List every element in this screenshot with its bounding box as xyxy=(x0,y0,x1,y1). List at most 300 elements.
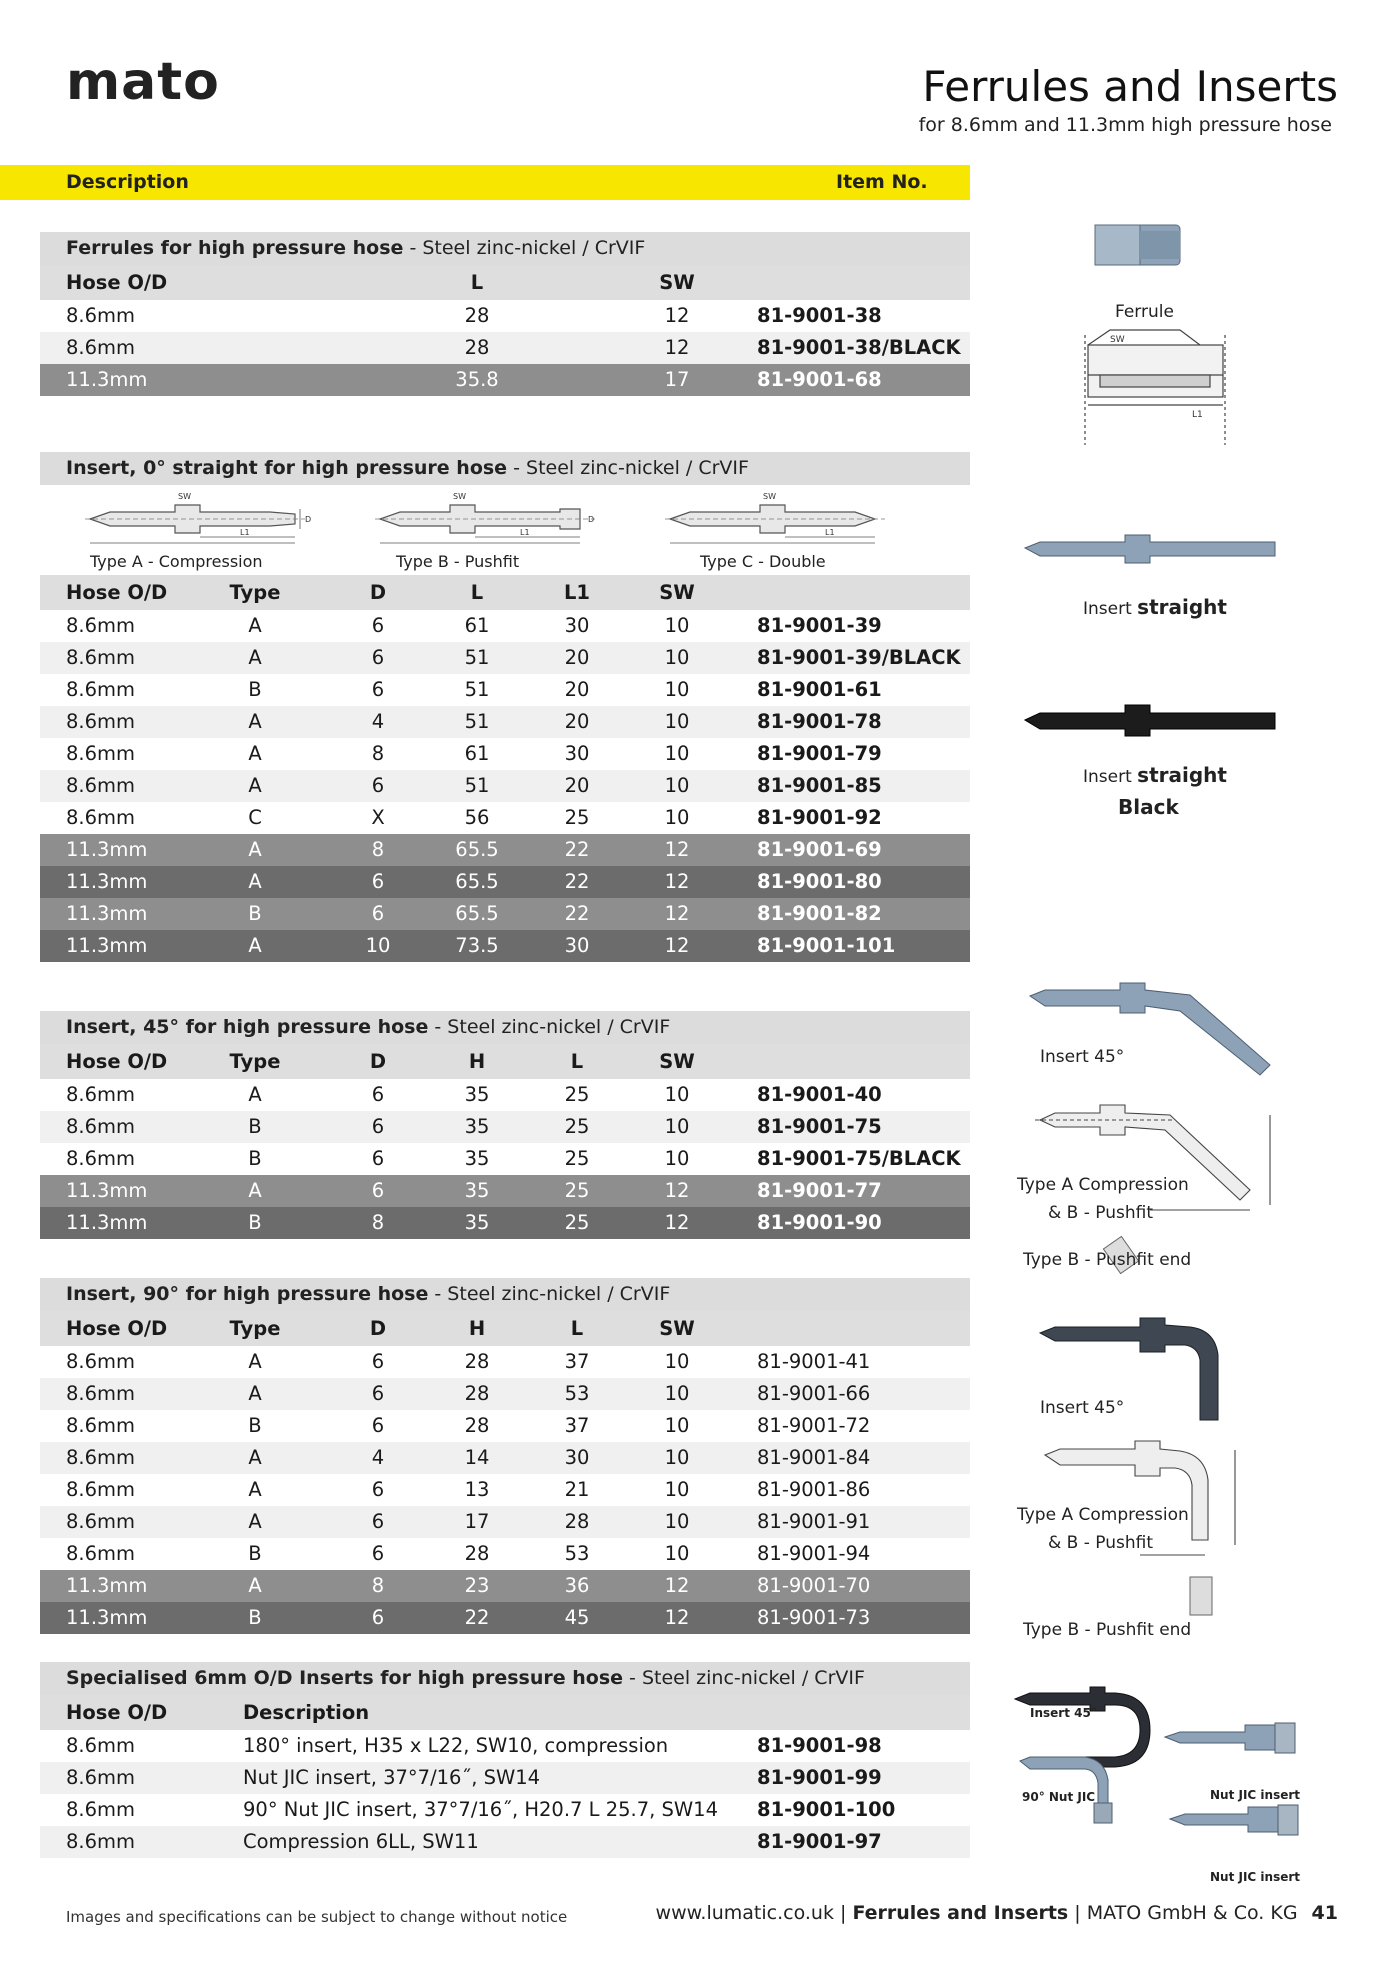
table-row xyxy=(40,1794,970,1826)
table-cell: A xyxy=(248,870,262,893)
table-cell: 6 xyxy=(371,1083,385,1106)
table-cell: 36 xyxy=(564,1574,590,1597)
type-c-drawing xyxy=(660,485,920,555)
table-cell: 51 xyxy=(464,710,490,733)
table-row xyxy=(40,1506,970,1538)
table-cell: 81-9001-97 xyxy=(757,1830,882,1853)
table-cell: 51 xyxy=(464,646,490,669)
table-cell: 4 xyxy=(371,1446,385,1469)
table-cell: 4 xyxy=(371,710,385,733)
table-cell: 65.5 xyxy=(455,870,499,893)
table-cell: 11.3mm xyxy=(66,1179,148,1202)
table-cell: 22 xyxy=(464,1606,490,1629)
table-cell: B xyxy=(248,1542,262,1565)
table-cell: 8 xyxy=(371,1211,385,1234)
specialised-section xyxy=(40,1662,970,1858)
table-cell: 81-9001-66 xyxy=(757,1382,871,1405)
table-cell: SW xyxy=(659,581,695,604)
table-row xyxy=(40,1442,970,1474)
svg-text:SW: SW xyxy=(178,492,191,501)
table-cell: 73.5 xyxy=(455,934,499,957)
table-cell: 10 xyxy=(664,1382,690,1405)
table-row xyxy=(40,674,970,706)
table-cell: A xyxy=(248,1478,262,1501)
table-cell: D xyxy=(369,581,387,604)
table-cell: 28 xyxy=(464,1350,490,1373)
table-cell: 81-9001-39 xyxy=(757,614,882,637)
footer-info: www.lumatic.co.uk | Ferrules and Inserts | MATO GmbH & Co. KG 41 xyxy=(655,1902,1338,1924)
table-cell: 10 xyxy=(664,1446,690,1469)
table-cell: 6 xyxy=(371,1115,385,1138)
table-cell: D xyxy=(369,1050,387,1073)
table-cell: 11.3mm xyxy=(66,934,148,957)
table-cell: 81-9001-68 xyxy=(757,368,882,391)
table-cell: Hose O/D xyxy=(66,581,168,604)
footer-company: MATO GmbH & Co. KG xyxy=(1086,1902,1298,1924)
table-cell: B xyxy=(248,1147,262,1170)
table-cell: 22 xyxy=(564,838,590,861)
mato-logo: mato xyxy=(66,52,220,112)
svg-text:SW: SW xyxy=(1110,335,1125,345)
table-cell: A xyxy=(248,710,262,733)
table-cell: 8.6mm xyxy=(66,1510,136,1533)
table-row xyxy=(40,1538,970,1570)
table-cell: 81-9001-98 xyxy=(757,1734,882,1757)
table-cell: 81-9001-101 xyxy=(757,934,896,957)
table-cell: C xyxy=(248,806,262,829)
table-cell: 81-9001-78 xyxy=(757,710,882,733)
table-cell: 56 xyxy=(464,806,490,829)
type-c-diagram xyxy=(660,485,960,575)
table-cell: 6 xyxy=(371,1179,385,1202)
table-cell: 12 xyxy=(664,1179,690,1202)
table-cell: 8.6mm xyxy=(66,1478,136,1501)
type-b-drawing xyxy=(370,485,630,555)
table-cell: 8.6mm xyxy=(66,742,136,765)
svg-text:L1: L1 xyxy=(520,528,530,537)
table-cell: Type xyxy=(229,581,281,604)
nut-jic-insert-caption-1: Nut JIC insert xyxy=(1210,1788,1301,1802)
column-header-row xyxy=(40,265,970,300)
table-cell: 53 xyxy=(564,1382,590,1405)
table-cell: 8.6mm xyxy=(66,1798,136,1821)
insert-straight-photo xyxy=(1025,535,1275,563)
insert-90-section xyxy=(40,1278,970,1634)
table-cell: A xyxy=(248,1350,262,1373)
table-cell: 65.5 xyxy=(455,838,499,861)
svg-text:L1: L1 xyxy=(825,528,835,537)
table-cell: 35 xyxy=(464,1083,490,1106)
table-row xyxy=(40,1570,970,1602)
table-cell: Hose O/D xyxy=(66,271,168,294)
type-diagrams xyxy=(40,485,970,575)
table-cell: 10 xyxy=(365,934,391,957)
insert-straight-caption: Insert straight xyxy=(1083,595,1227,619)
table-cell: 81-9001-75/BLACK xyxy=(757,1147,961,1170)
table-cell: 8.6mm xyxy=(66,614,136,637)
insert-45-table xyxy=(40,1044,970,1239)
table-cell: B xyxy=(248,902,262,925)
table-row xyxy=(40,1602,970,1634)
table-cell: 61 xyxy=(464,742,490,765)
table-cell: 37 xyxy=(564,1350,590,1373)
table-cell: A xyxy=(248,934,262,957)
page-number: 41 xyxy=(1311,1902,1338,1924)
table-row xyxy=(40,642,970,674)
table-cell: 90° Nut JIC insert, 37°7/16˝, H20.7 L 25.7, SW14 xyxy=(243,1798,718,1821)
pushfit-end-b xyxy=(1190,1577,1212,1615)
table-cell: 8.6mm xyxy=(66,806,136,829)
table-cell: 81-9001-90 xyxy=(757,1211,882,1234)
table-cell: 35 xyxy=(464,1211,490,1234)
table-cell: 21 xyxy=(564,1478,590,1501)
type-b-diagram xyxy=(370,485,670,575)
table-cell: SW xyxy=(659,1317,695,1340)
item-no-header: Item No. xyxy=(836,171,928,193)
insert-45-caption-b: Insert 45° xyxy=(1040,1398,1125,1418)
table-cell: 81-9001-85 xyxy=(757,774,882,797)
table-cell: 45 xyxy=(564,1606,590,1629)
footer-section: Ferrules and Inserts xyxy=(852,1902,1069,1924)
type-a-drawing xyxy=(80,485,340,555)
table-cell: 6 xyxy=(371,1606,385,1629)
table-cell: Hose O/D xyxy=(66,1317,168,1340)
table-cell: 12 xyxy=(664,1211,690,1234)
table-cell: 28 xyxy=(464,1542,490,1565)
column-header-row xyxy=(40,575,970,610)
table-row xyxy=(40,1826,970,1858)
insert-45-caption-a: Insert 45° xyxy=(1040,1047,1125,1067)
table-cell: 10 xyxy=(664,1115,690,1138)
table-cell: A xyxy=(248,1083,262,1106)
table-cell: 35 xyxy=(464,1115,490,1138)
small-insert-45-caption: Insert 45° xyxy=(1030,1706,1097,1720)
pushfit-end-caption-b: Type B - Pushfit end xyxy=(1023,1620,1192,1640)
table-cell: 81-9001-94 xyxy=(757,1542,871,1565)
table-cell: 17 xyxy=(664,368,690,391)
table-cell: A xyxy=(248,742,262,765)
table-cell: 81-9001-75 xyxy=(757,1115,882,1138)
table-cell: 28 xyxy=(564,1510,590,1533)
straight-table xyxy=(40,575,970,962)
type-b-pushfit-caption-a: & B - Pushfit xyxy=(1048,1203,1153,1223)
table-cell: 51 xyxy=(464,678,490,701)
page-title: Ferrules and Inserts xyxy=(922,62,1338,111)
table-cell: Description xyxy=(243,1701,370,1724)
table-cell: 25 xyxy=(564,1179,590,1202)
table-cell: 8.6mm xyxy=(66,1446,136,1469)
table-cell: 12 xyxy=(664,934,690,957)
table-cell: 51 xyxy=(464,774,490,797)
table-cell: 81-9001-61 xyxy=(757,678,882,701)
table-cell: 6 xyxy=(371,870,385,893)
table-cell: 81-9001-82 xyxy=(757,902,882,925)
table-cell: 11.3mm xyxy=(66,1574,148,1597)
table-cell: SW xyxy=(659,1050,695,1073)
table-cell: 6 xyxy=(371,1510,385,1533)
table-cell: 180° insert, H35 x L22, SW10, compression xyxy=(243,1734,669,1757)
insert-straight-black-photo xyxy=(1025,705,1275,736)
table-cell: 8.6mm xyxy=(66,1414,136,1437)
table-cell: 8.6mm xyxy=(66,304,136,327)
table-cell: 81-9001-70 xyxy=(757,1574,871,1597)
type-b-label: Type B - Pushfit xyxy=(396,552,520,571)
table-row xyxy=(40,770,970,802)
table-cell: H xyxy=(468,1050,486,1073)
table-cell: 11.3mm xyxy=(66,368,148,391)
table-cell: A xyxy=(248,838,262,861)
svg-text:L1: L1 xyxy=(240,528,250,537)
table-cell: 10 xyxy=(664,1083,690,1106)
table-cell: 22 xyxy=(564,902,590,925)
description-header: Description xyxy=(66,171,189,193)
table-cell: 25 xyxy=(564,1115,590,1138)
pushfit-end-caption-a: Type B - Pushfit end xyxy=(1023,1250,1192,1270)
table-cell: 8.6mm xyxy=(66,774,136,797)
table-cell: 23 xyxy=(464,1574,490,1597)
table-cell: 30 xyxy=(564,614,590,637)
table-cell: 10 xyxy=(664,1147,690,1170)
nut-jic-insert-photo-2 xyxy=(1170,1805,1298,1835)
table-cell: 61 xyxy=(464,614,490,637)
table-cell: 10 xyxy=(664,1414,690,1437)
table-cell: 6 xyxy=(371,646,385,669)
insert-180-photo xyxy=(1015,1687,1150,1767)
type-c-label: Type C - Double xyxy=(700,552,826,571)
table-cell: 12 xyxy=(664,838,690,861)
table-cell: 10 xyxy=(664,678,690,701)
table-cell: L1 xyxy=(564,581,590,604)
table-cell: 28 xyxy=(464,1382,490,1405)
table-row xyxy=(40,1143,970,1175)
table-cell: Nut JIC insert, 37°7/16˝, SW14 xyxy=(243,1766,541,1789)
nut-jic-insert-photo-1 xyxy=(1165,1723,1295,1753)
table-row xyxy=(40,1474,970,1506)
type-a-diagram xyxy=(80,485,380,575)
table-row xyxy=(40,1730,970,1762)
table-cell: 81-9001-92 xyxy=(757,806,882,829)
table-row xyxy=(40,1410,970,1442)
table-cell: B xyxy=(248,1115,262,1138)
black-caption: Black xyxy=(1118,795,1179,819)
section-title: Insert, 0° straight for high pressure hose - Steel zinc-nickel / CrVIF xyxy=(40,452,970,485)
type-b-pushfit-caption-b: & B - Pushfit xyxy=(1048,1533,1153,1553)
table-cell: 6 xyxy=(371,1414,385,1437)
table-cell: 11.3mm xyxy=(66,902,148,925)
website-link[interactable]: www.lumatic.co.uk xyxy=(655,1902,834,1924)
table-cell: 25 xyxy=(564,1147,590,1170)
ferrules-table xyxy=(40,265,970,396)
table-cell: 11.3mm xyxy=(66,838,148,861)
table-cell: A xyxy=(248,646,262,669)
table-cell: 8.6mm xyxy=(66,1734,136,1757)
table-cell: 8.6mm xyxy=(66,678,136,701)
type-a-label: Type A - Compression xyxy=(90,552,263,571)
table-cell: 14 xyxy=(464,1446,490,1469)
table-cell: 8 xyxy=(371,1574,385,1597)
table-cell: 65.5 xyxy=(455,902,499,925)
table-cell: 12 xyxy=(664,902,690,925)
table-cell: 8.6mm xyxy=(66,1350,136,1373)
table-row xyxy=(40,1346,970,1378)
table-cell: 53 xyxy=(564,1542,590,1565)
table-cell: 81-9001-100 xyxy=(757,1798,896,1821)
table-cell: 8.6mm xyxy=(66,710,136,733)
section-title: Insert, 45° for high pressure hose - Steel zinc-nickel / CrVIF xyxy=(40,1011,970,1044)
table-cell: 6 xyxy=(371,678,385,701)
table-row xyxy=(40,706,970,738)
insert-straight-black-caption: Insert straight xyxy=(1083,763,1227,787)
table-cell: 6 xyxy=(371,1478,385,1501)
ferrule-caption: Ferrule xyxy=(1115,302,1174,322)
table-cell: 20 xyxy=(564,774,590,797)
nut-jic-insert-caption-2: Nut JIC insert xyxy=(1210,1870,1301,1884)
table-cell: 81-9001-39/BLACK xyxy=(757,646,961,669)
table-cell: 13 xyxy=(464,1478,490,1501)
table-cell: 30 xyxy=(564,742,590,765)
table-cell: 11.3mm xyxy=(66,1606,148,1629)
nut-jic-90-caption: 90° Nut JIC xyxy=(1022,1790,1096,1804)
table-row xyxy=(40,1762,970,1794)
table-cell: L xyxy=(470,271,484,294)
table-cell: 81-9001-91 xyxy=(757,1510,871,1533)
table-cell: A xyxy=(248,1382,262,1405)
table-row xyxy=(40,738,970,770)
table-cell: 20 xyxy=(564,678,590,701)
table-cell: B xyxy=(248,1606,262,1629)
svg-text:D: D xyxy=(305,515,312,524)
table-cell: 10 xyxy=(664,614,690,637)
ferrule-photo xyxy=(1095,225,1180,265)
table-row xyxy=(40,834,970,866)
svg-text:SW: SW xyxy=(453,492,466,501)
table-cell: 28 xyxy=(464,336,490,359)
table-cell: 81-9001-69 xyxy=(757,838,882,861)
table-row xyxy=(40,364,970,396)
table-cell: Hose O/D xyxy=(66,1050,168,1073)
table-cell: 6 xyxy=(371,902,385,925)
table-cell: Hose O/D xyxy=(66,1701,168,1724)
table-cell: X xyxy=(371,806,385,829)
table-cell: A xyxy=(248,774,262,797)
table-cell: 81-9001-86 xyxy=(757,1478,871,1501)
table-cell: 81-9001-77 xyxy=(757,1179,882,1202)
table-cell: Type xyxy=(229,1317,281,1340)
table-cell: 6 xyxy=(371,1382,385,1405)
table-cell: A xyxy=(248,1179,262,1202)
table-cell: 81-9001-79 xyxy=(757,742,882,765)
table-cell: 10 xyxy=(664,1510,690,1533)
table-cell: 10 xyxy=(664,742,690,765)
table-cell: 81-9001-40 xyxy=(757,1083,882,1106)
table-cell: 10 xyxy=(664,710,690,733)
table-row xyxy=(40,332,970,364)
table-cell: 20 xyxy=(564,646,590,669)
table-cell: 8.6mm xyxy=(66,336,136,359)
table-cell: 81-9001-38/BLACK xyxy=(757,336,961,359)
table-cell: 8.6mm xyxy=(66,1147,136,1170)
table-row xyxy=(40,1207,970,1239)
table-cell: 6 xyxy=(371,1350,385,1373)
table-row xyxy=(40,802,970,834)
table-cell: 6 xyxy=(371,774,385,797)
svg-text:L1: L1 xyxy=(1192,410,1203,420)
table-cell: 37 xyxy=(564,1414,590,1437)
column-header-bar xyxy=(0,165,970,200)
section-title: Insert, 90° for high pressure hose - Steel zinc-nickel / CrVIF xyxy=(40,1278,970,1311)
column-header-row xyxy=(40,1695,970,1730)
straight-insert-section xyxy=(40,452,970,962)
insert-90-table xyxy=(40,1311,970,1634)
table-cell: 81-9001-41 xyxy=(757,1350,871,1373)
table-row xyxy=(40,1175,970,1207)
table-cell: 6 xyxy=(371,1542,385,1565)
disclaimer: Images and specifications can be subject to change without notice xyxy=(66,1908,568,1926)
table-cell: Compression 6LL, SW11 xyxy=(243,1830,479,1853)
table-cell: L xyxy=(470,581,484,604)
table-cell: 10 xyxy=(664,774,690,797)
table-cell: H xyxy=(468,1317,486,1340)
table-cell: 8.6mm xyxy=(66,646,136,669)
table-cell: 12 xyxy=(664,304,690,327)
table-cell: 81-9001-73 xyxy=(757,1606,871,1629)
table-cell: 25 xyxy=(564,1211,590,1234)
svg-text:D: D xyxy=(588,515,595,524)
type-a-compression-caption-a: Type A Compression xyxy=(1017,1175,1189,1195)
table-cell: 10 xyxy=(664,806,690,829)
insert-45-section xyxy=(40,1011,970,1239)
table-cell: D xyxy=(369,1317,387,1340)
table-cell: B xyxy=(248,1211,262,1234)
table-cell: Type xyxy=(229,1050,281,1073)
table-cell: 8.6mm xyxy=(66,1830,136,1853)
table-cell: SW xyxy=(659,271,695,294)
table-row xyxy=(40,1079,970,1111)
table-cell: A xyxy=(248,614,262,637)
type-a-compression-caption-b: Type A Compression xyxy=(1017,1505,1189,1525)
table-cell: A xyxy=(248,1510,262,1533)
table-row xyxy=(40,300,970,332)
table-cell: 30 xyxy=(564,1446,590,1469)
table-cell: B xyxy=(248,1414,262,1437)
table-cell: 8.6mm xyxy=(66,1115,136,1138)
table-cell: 8.6mm xyxy=(66,1382,136,1405)
table-row xyxy=(40,1111,970,1143)
table-cell: 35 xyxy=(464,1179,490,1202)
table-cell: 81-9001-72 xyxy=(757,1414,871,1437)
table-cell: 35 xyxy=(464,1147,490,1170)
table-row xyxy=(40,898,970,930)
table-cell: A xyxy=(248,1446,262,1469)
table-cell: 28 xyxy=(464,1414,490,1437)
table-cell: 12 xyxy=(664,1574,690,1597)
table-cell: B xyxy=(248,678,262,701)
table-cell: 12 xyxy=(664,870,690,893)
table-cell: 8 xyxy=(371,742,385,765)
table-cell: 8.6mm xyxy=(66,1542,136,1565)
table-cell: 17 xyxy=(464,1510,490,1533)
ferrules-section xyxy=(40,232,970,396)
table-cell: A xyxy=(248,1574,262,1597)
table-row xyxy=(40,866,970,898)
table-cell: 20 xyxy=(564,710,590,733)
table-cell: 81-9001-99 xyxy=(757,1766,882,1789)
table-cell: 10 xyxy=(664,646,690,669)
ferrule-drawing xyxy=(1085,330,1225,445)
svg-text:SW: SW xyxy=(763,492,776,501)
table-cell: 12 xyxy=(664,336,690,359)
table-cell: 22 xyxy=(564,870,590,893)
